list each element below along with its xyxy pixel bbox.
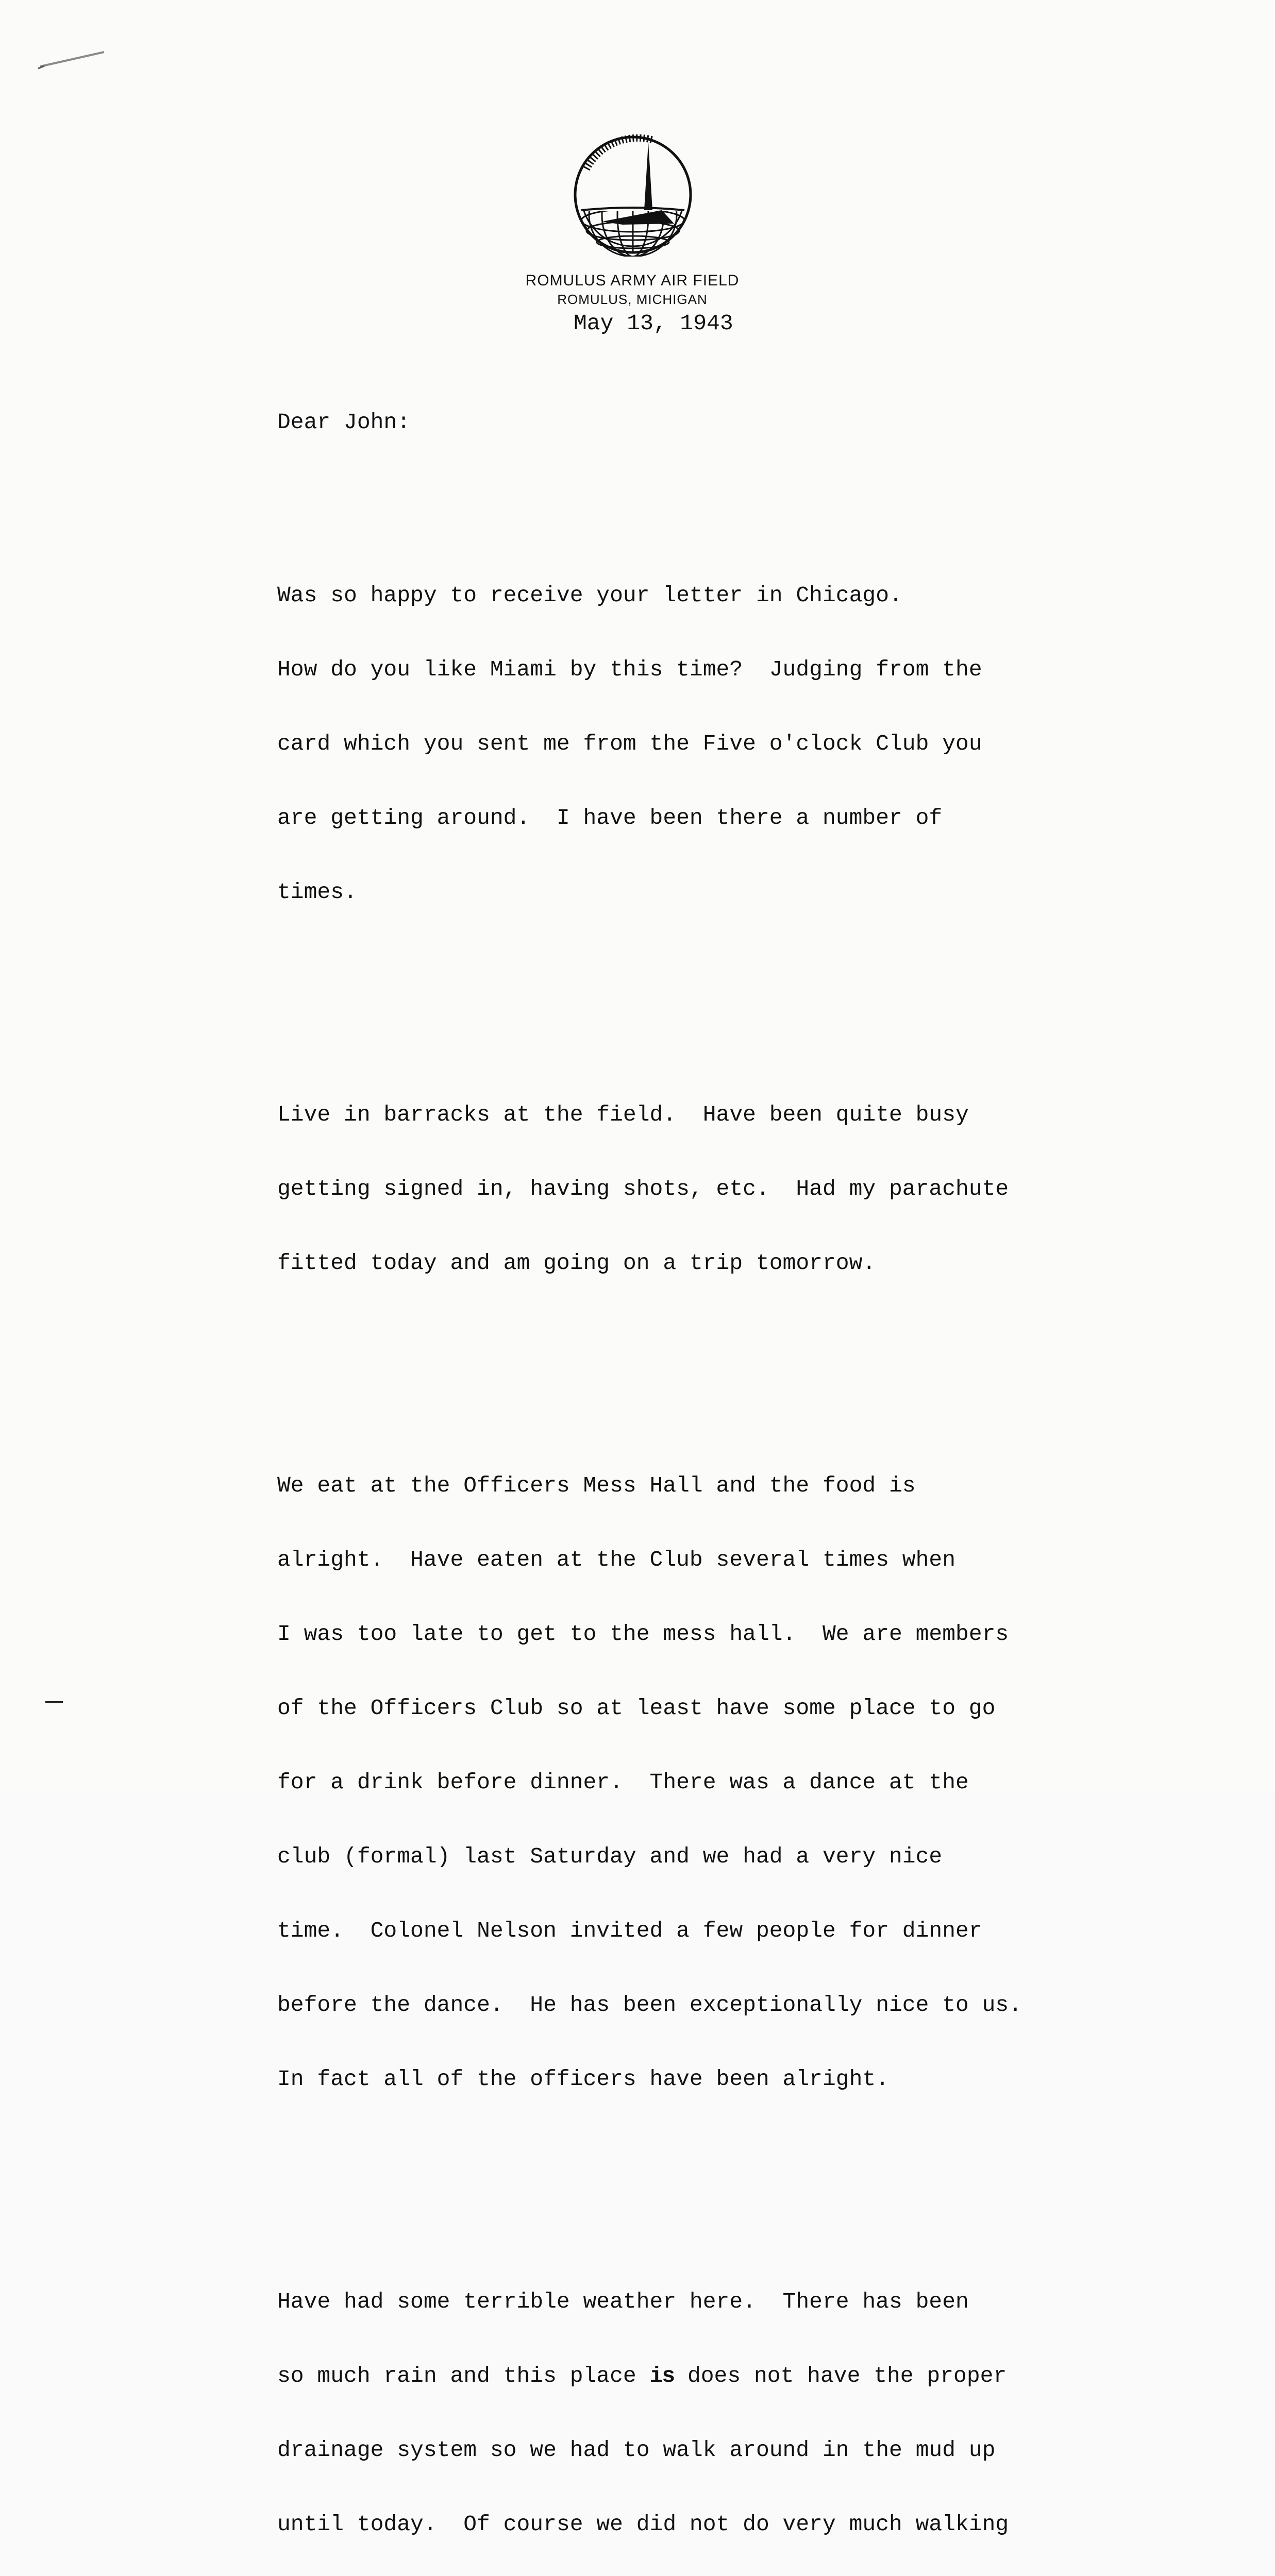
text-line: drainage system so we had to walk around in the mud up [277, 2437, 996, 2463]
text-segment: so much rain and this place [277, 2363, 650, 2388]
text-line: How do you like Miami by this time? Judging from the [277, 657, 982, 682]
text-line: until today. Of course we did not do very much walking [277, 2512, 1009, 2537]
text-line: of the Officers Club so at least have some place to go [277, 1696, 996, 1721]
text-line: fitted today and am going on a trip tomorrow. [277, 1250, 876, 1276]
text-line: card which you sent me from the Five o'clock Club you [277, 731, 982, 756]
text-line: In fact all of the officers have been alright. [277, 2066, 889, 2092]
paragraph-1 [277, 534, 1153, 954]
text-line: times. [277, 879, 357, 905]
air-field-globe-logo [571, 133, 695, 257]
margin-mark [45, 1701, 63, 1703]
paragraph-2 [277, 1053, 1153, 1325]
text-line: I was too late to get to the mess hall. We are members [277, 1621, 1009, 1647]
text-line: before the dance. He has been exceptionally nice to us. [277, 1992, 1022, 2018]
struck-out-word: is [649, 2363, 675, 2388]
letterhead-location: ROMULUS, MICHIGAN [557, 292, 708, 307]
staple-mark [36, 49, 108, 70]
letter-date: May 13, 1943 [574, 311, 733, 336]
text-line: getting signed in, having shots, etc. Had my parachute [277, 1176, 1009, 1201]
text-line: Was so happy to receive your letter in Chicago. [277, 583, 902, 608]
text-line: Live in barracks at the field. Have been quite busy [277, 1102, 969, 1127]
text-line: alright. Have eaten at the Club several times when [277, 1547, 956, 1572]
text-line: are getting around. I have been there a number of [277, 805, 943, 831]
letter-body [277, 361, 1153, 2576]
text-line: for a drink before dinner. There was a dance at the [277, 1770, 969, 1795]
text-line: club (formal) last Saturday and we had a very nice [277, 1844, 943, 1869]
salutation: Dear John: [277, 410, 411, 435]
text-segment: does not have the proper [674, 2363, 1007, 2388]
text-line: We eat at the Officers Mess Hall and the food is [277, 1473, 916, 1498]
paragraph-3 [277, 1424, 1153, 2141]
text-line: time. Colonel Nelson invited a few people for dinner [277, 1918, 982, 1943]
text-line: Have had some terrible weather here. There has been [277, 2289, 969, 2314]
letterhead-name: ROMULUS ARMY AIR FIELD [525, 272, 740, 289]
paragraph-4 [277, 2240, 1153, 2576]
text-line [277, 2364, 1153, 2388]
